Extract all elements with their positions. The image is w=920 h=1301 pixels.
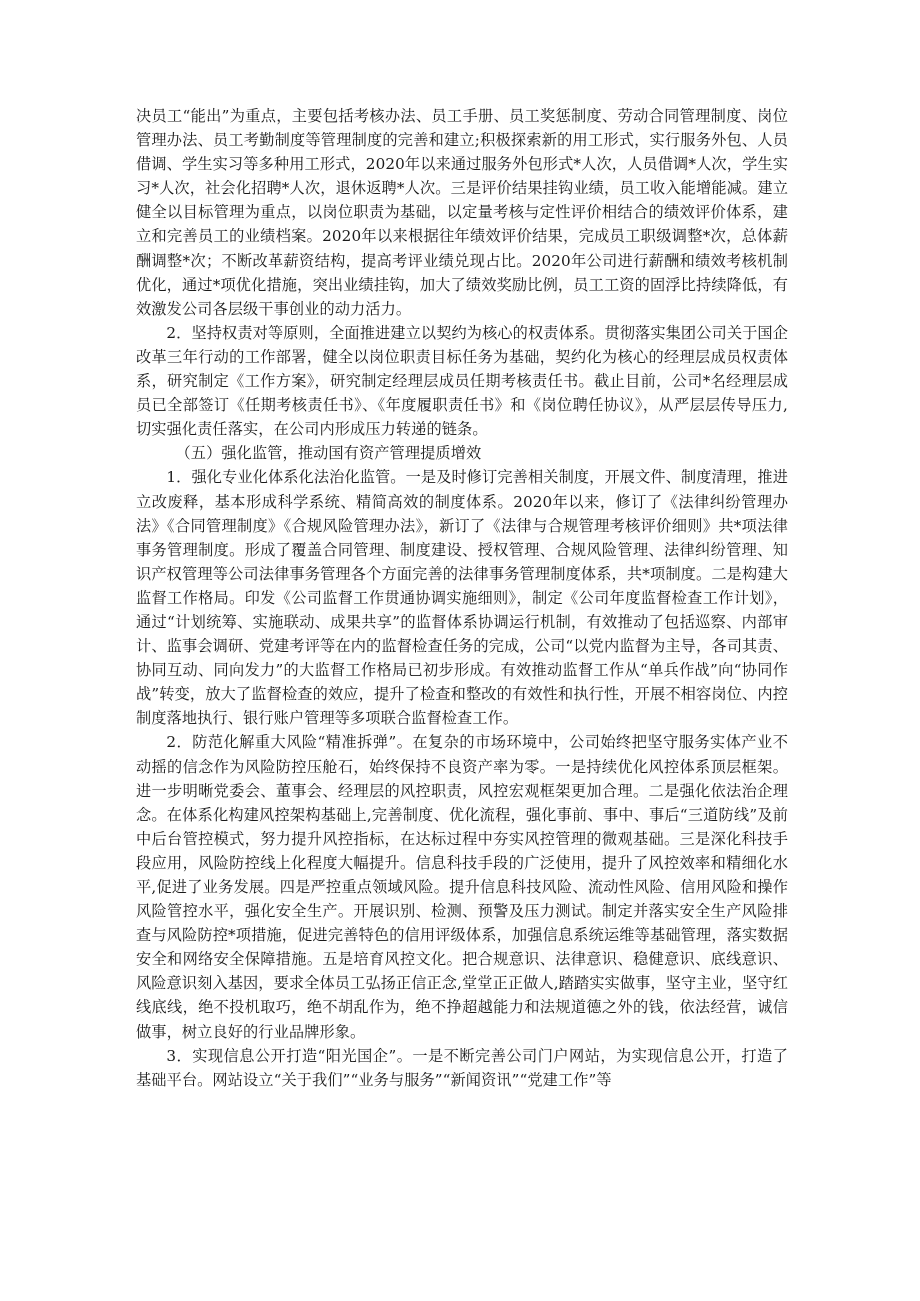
paragraph-information-disclosure: 3．实现信息公开打造“阳光国企”。一是不断完善公司门户网站，为实现信息公开，打造了基础平台。网站设立“关于我们”“业务与服务”“新闻资讯”“党建工作”等 (136, 1046, 788, 1089)
paragraph-risk-prevention: 2．防范化解重大风险“精准拆弹”。在复杂的市场环境中，公司始终把坚守服务实体产业不动摇的信念作为风险防控压舱石，始终保持不良资产率为零。一是持续优化风控体系顶层框架。进一步明晰党委会、董事会、经理层的风控职责，风控宏观框架更加合理。二是强化依法治企理念。在体系化构建风控架构基础上,完善制度、优化流程，强化事前、事中、事后“三道防线”及前中后台管控模式，努力提升风控指标，在达标过程中夯实风控管理的微观基础。三是深化科技手段应用，风险防控线上化程度大幅提升。信息科技手段的广泛使用，提升了风控效率和精细化水平,促进了业务发展。四是严控重点领域风险。提升信息科技风险、流动性风险、信用风险和操作风险管控水平，强化安全生产。开展识别、检测、预警及压力测试。制定并落实安全生产风险排查与风险防控*项措施，促进完善特色的信用评级体系，加强信息系统运维等基础管理，落实数据安全和网络安全保障措施。五是培育风控文化。把合规意识、法律意识、稳健意识、底线意识、风险意识刻入基因，要求全体员工弘扬正信正念,堂堂正正做人,踏踏实实做事，坚守主业，坚守红线底线，绝不投机取巧，绝不胡乱作为，绝不挣超越能力和法规道德之外的钱，依法经营，诚信做事，树立良好的行业品牌形象。 (136, 733, 788, 1041)
paragraph-rights-responsibilities: 2．坚持权责对等原则，全面推进建立以契约为核心的权责体系。贯彻落实集团公司关于国企改革三年行动的工作部署，健全以岗位职责目标任务为基础，契约化为核心的经理层成员权责体系，研究制定《工作方案》，研究制定经理层成员任期考核责任书。截止目前，公司*名经理层成员已全部签订《任期考核责任书》、《年度履职责任书》和《岗位聘任协议》，从严层层传导压力,切实强化责任落实，在公司内形成压力转递的链条。 (136, 323, 788, 439)
section-heading-supervision: （五）强化监管，推动国有资产管理提质增效 (175, 444, 482, 463)
paragraph-continued: 决员工“能出”为重点，主要包括考核办法、员工手册、员工奖惩制度、劳动合同管理制度、岗位管理办法、员工考勤制度等管理制度的完善和建立;积极探索新的用工形式，实行服务外包、人员借调、学生实习等多种用工形式，2020年以来通过服务外包形式*人次，人员借调*人次，学生实习*人次，社会化招聘*人次，退休返聘*人次。三是评价结果挂钩业绩，员工收入能增能减。建立健全以目标管理为重点，以岗位职责为基础，以定量考核与定性评价相结合的绩效评价体系，建立和完善员工的业绩档案。2020年以来根据往年绩效评价结果，完成员工职级调整*次，总体薪酬调整*次；不断改革薪资结构，提高考评业绩兑现占比。2020年公司进行薪酬和绩效考核机制优化，通过*项优化措施，突出业绩挂钩，加大了绩效奖励比例，员工工资的固浮比持续降低，有效激发公司各层级干事创业的动力活力。 (136, 107, 788, 318)
paragraph-legal-supervision: 1．强化专业化体系化法治化监管。一是及时修订完善相关制度，开展文件、制度清理，推进立改废释，基本形成科学系统、精简高效的制度体系。2020年以来，修订了《法律纠纷管理办法》《合同管理制度》《合规风险管理办法》，新订了《法律与合规管理考核评价细则》共*项法律事务管理制度。形成了覆盖合同管理、制度建设、授权管理、合规风险管理、法律纠纷管理、知识产权管理等公司法律事务管理各个方面完善的法律事务管理制度体系，共*项制度。二是构建大监督工作格局。印发《公司监督工作贯通协调实施细则》，制定《公司年度监督检查工作计划》，通过“计划统筹、实施联动、成果共享”的监督体系协调运行机制，有效推动了包括巡察、内部审计、监事会调研、党建考评等在内的监督检查任务的完成，公司“以党内监督为主导，各司其责、协同互动、同向发力”的大监督工作格局已初步形成。有效推动监督工作从“单兵作战”向“协同作战”转变，放大了监督检查的效应，提升了检查和整改的有效性和执行性，开展不相容岗位、内控制度落地执行、银行账户管理等多项联合监督检查工作。 (136, 468, 788, 728)
document-body (136, 104, 788, 1092)
